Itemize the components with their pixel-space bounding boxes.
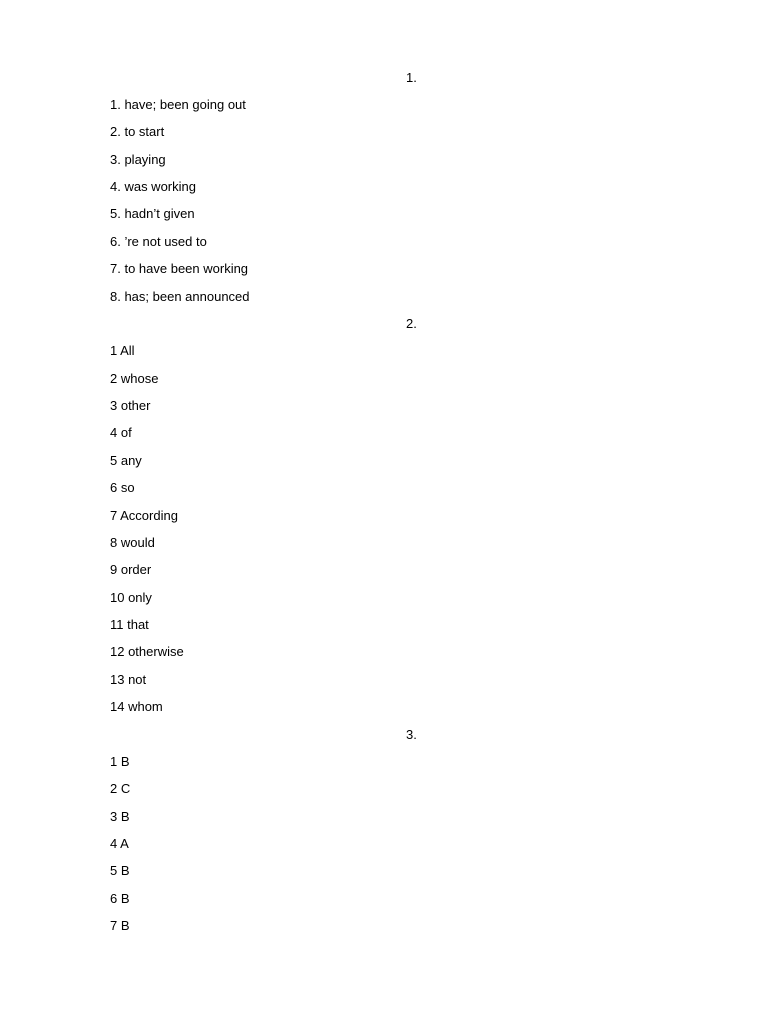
section-2-answer-3: 3 other xyxy=(110,398,151,413)
section-1-answer-3: 3. playing xyxy=(110,152,166,167)
section-2-answer-2: 2 whose xyxy=(110,371,159,386)
section-2-answer-14: 14 whom xyxy=(110,699,163,714)
section-2-answer-7: 7 According xyxy=(110,508,178,523)
section-1-heading: 1. xyxy=(406,70,417,85)
section-1-answer-5: 5. hadn’t given xyxy=(110,206,195,221)
section-2-answer-6: 6 so xyxy=(110,480,135,495)
section-3-answer-2: 2 C xyxy=(110,781,131,796)
section-1-answer-8: 8. has; been announced xyxy=(110,289,250,304)
section-2-answer-13: 13 not xyxy=(110,672,147,687)
section-1-answer-6: 6. ’re not used to xyxy=(110,234,207,249)
section-2-answer-12: 12 otherwise xyxy=(110,644,184,659)
section-1-answer-1: 1. have; been going out xyxy=(110,97,246,112)
section-3-heading: 3. xyxy=(406,727,417,742)
section-2-heading: 2. xyxy=(406,316,417,331)
section-2-answer-11: 11 that xyxy=(110,617,149,632)
section-1-answer-7: 7. to have been working xyxy=(110,261,249,276)
section-3-answer-3: 3 B xyxy=(110,809,130,824)
section-3-answer-7: 7 B xyxy=(110,918,130,933)
section-3-answer-4: 4 A xyxy=(110,836,129,851)
section-2-answer-4: 4 of xyxy=(110,425,132,440)
section-2-answer-5: 5 any xyxy=(110,453,142,468)
section-2-answer-10: 10 only xyxy=(110,590,152,605)
section-3-answer-6: 6 B xyxy=(110,891,130,906)
section-1-answer-2: 2. to start xyxy=(110,124,165,139)
section-1-answer-4: 4. was working xyxy=(110,179,196,194)
section-2-answer-9: 9 order xyxy=(110,562,152,577)
section-3-answer-1: 1 B xyxy=(110,754,130,769)
section-2-answer-8: 8 would xyxy=(110,535,155,550)
section-2-answer-1: 1 All xyxy=(110,343,135,358)
section-3-answer-5: 5 B xyxy=(110,863,130,878)
